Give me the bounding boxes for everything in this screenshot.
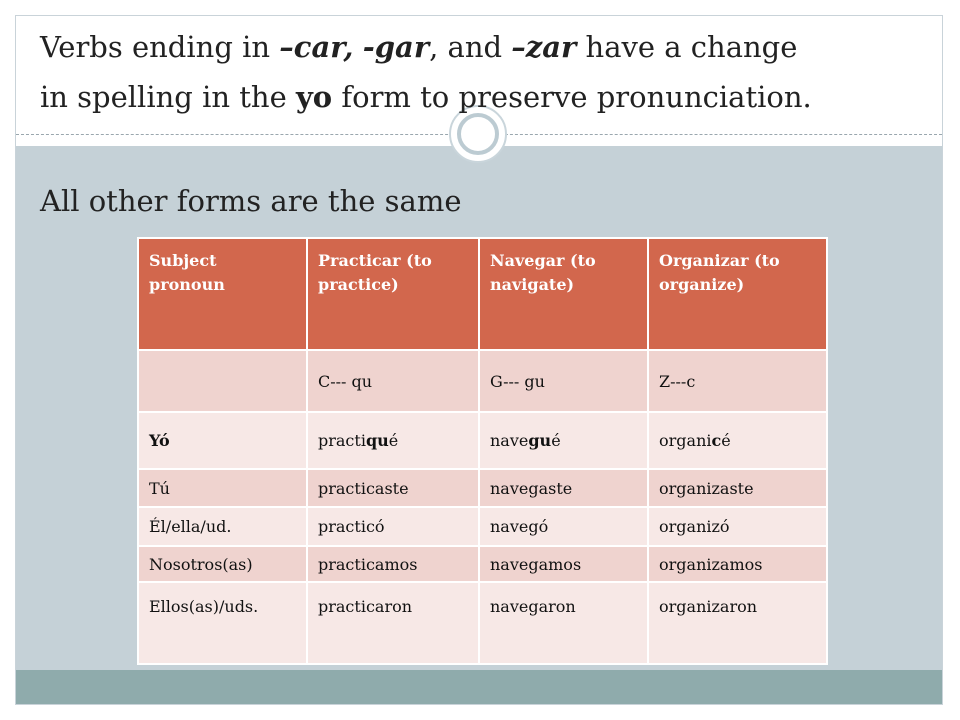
table-row-nosotros	[138, 546, 827, 582]
table-row-el	[138, 507, 827, 546]
table-cell: navegaron	[479, 582, 648, 664]
table-cell: G--- gu	[479, 350, 648, 412]
header-subject-pronoun: Subject pronoun	[138, 238, 307, 350]
table-cell: Yó	[138, 412, 307, 469]
table-cell: navegó	[479, 507, 648, 546]
table-cell: organizó	[648, 507, 827, 546]
table-cell: practicaste	[307, 469, 479, 507]
slide-subheading: All other forms are the same	[40, 184, 462, 218]
table-cell: Nosotros(as)	[138, 546, 307, 582]
slide-heading	[40, 22, 920, 122]
table-cell: practiqué	[307, 412, 479, 469]
table-cell: navegaste	[479, 469, 648, 507]
table-row-tu	[138, 469, 827, 507]
ending-zar: –zar	[511, 30, 577, 64]
table-header-row	[138, 238, 827, 350]
table-row-spelling-change	[138, 350, 827, 412]
table-cell: navegamos	[479, 546, 648, 582]
ending-car: –car,	[279, 30, 354, 64]
table-cell: organicé	[648, 412, 827, 469]
table-cell: Z---c	[648, 350, 827, 412]
heading-line-1: Verbs ending in –car, -gar, and –zar have a change	[40, 30, 798, 64]
header-organizar: Organizar (to organize)	[648, 238, 827, 350]
table-cell: Ellos(as)/uds.	[138, 582, 307, 664]
table-cell: C--- qu	[307, 350, 479, 412]
table-cell: organizamos	[648, 546, 827, 582]
table-cell: organizaste	[648, 469, 827, 507]
header-practicar: Practicar (to practice)	[307, 238, 479, 350]
table-cell: organizaron	[648, 582, 827, 664]
table-cell: practicaron	[307, 582, 479, 664]
table-row-yo	[138, 412, 827, 469]
table-row-ellos	[138, 582, 827, 664]
conjugation-table	[137, 237, 828, 665]
header-navegar: Navegar (to navigate)	[479, 238, 648, 350]
table-cell: navegué	[479, 412, 648, 469]
table-cell: Tú	[138, 469, 307, 507]
footer-band	[16, 670, 942, 704]
table-cell: practicamos	[307, 546, 479, 582]
ending-gar: -gar	[362, 30, 430, 64]
heading-line-2: in spelling in the yo form to preserve pronunciation.	[40, 80, 812, 114]
table-cell: Él/ella/ud.	[138, 507, 307, 546]
table-cell	[138, 350, 307, 412]
table-cell: practicó	[307, 507, 479, 546]
yo-word: yo	[295, 80, 333, 114]
